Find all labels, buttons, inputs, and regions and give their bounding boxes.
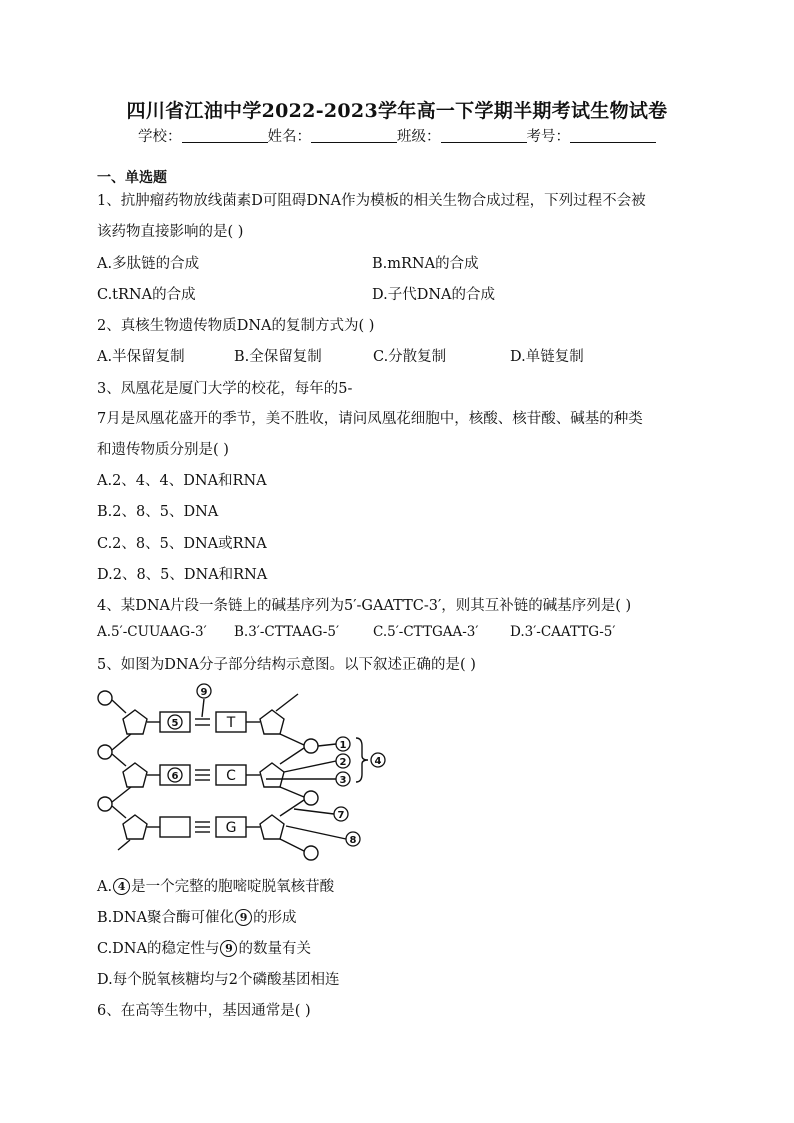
left-phosphate-1 xyxy=(98,691,112,705)
marker-7: 7 xyxy=(337,810,345,821)
q3-stem-line2: 7月是凤凰花盛开的季节，美不胜收，请问凤凰花细胞中，核酸、核苷酸、碱基的种类 xyxy=(97,411,643,427)
left-deoxyribose-2 xyxy=(123,763,147,787)
right-deoxyribose-3 xyxy=(260,815,284,839)
id-blank[interactable] xyxy=(570,127,656,143)
left-phosphate-3 xyxy=(98,797,112,811)
left-deoxyribose-1 xyxy=(123,710,147,734)
q2-stem-line1: 2、真核生物遗传物质DNA的复制方式为( ) xyxy=(97,318,375,334)
q3-option-c[interactable]: C.2、8、5、DNA或RNA xyxy=(97,536,267,552)
q5-option-b[interactable] xyxy=(97,906,297,927)
q5-stem-line1: 5、如图为DNA分子部分结构示意图。以下叙述正确的是( ) xyxy=(97,657,476,673)
q3-option-b[interactable]: B.2、8、5、DNA xyxy=(97,504,219,520)
q3-option-d[interactable]: D.2、8、5、DNA和RNA xyxy=(97,567,268,583)
q6-stem-line1: 6、在高等生物中，基因通常是( ) xyxy=(97,1003,311,1019)
q5-option-d[interactable]: D.每个脱氧核糖均与2个磷酸基团相连 xyxy=(97,972,340,988)
q2-option-c[interactable]: C.分散复制 xyxy=(373,349,447,365)
base-c-label: C xyxy=(226,768,236,784)
q4-option-b[interactable]: B.3′-CTTAAG-5′ xyxy=(234,624,340,640)
q3-stem-line3: 和遗传物质分别是( ) xyxy=(97,442,229,458)
q5-option-b-prefix: B.DNA聚合酶可催化 xyxy=(97,910,235,926)
id-label: 考号： xyxy=(526,129,570,145)
q5-option-b-marker: 9 xyxy=(235,909,252,926)
q2-option-a[interactable]: A.半保留复制 xyxy=(97,349,185,365)
q5-option-a-marker: 4 xyxy=(113,878,130,895)
q1-option-b[interactable]: B.mRNA的合成 xyxy=(372,256,479,272)
class-label: 班级： xyxy=(397,129,441,145)
class-blank[interactable] xyxy=(441,127,527,143)
q5-option-a-prefix: A. xyxy=(97,879,113,895)
exam-title: 四川省江油中学2022-2023学年高一下学期半期考试生物试卷 xyxy=(126,100,668,122)
q5-option-c-marker: 9 xyxy=(220,940,237,957)
q5-option-c[interactable] xyxy=(97,937,311,958)
base-t-label: T xyxy=(226,715,236,731)
name-label: 姓名： xyxy=(267,129,311,145)
marker-5: 5 xyxy=(171,718,179,729)
right-phosphate-1 xyxy=(304,739,318,753)
marker-8: 8 xyxy=(349,835,357,846)
school-label: 学校： xyxy=(138,129,182,145)
base-g-label: G xyxy=(225,820,237,836)
brace-4 xyxy=(356,738,368,782)
q1-option-a[interactable]: A.多肽链的合成 xyxy=(97,256,200,272)
right-deoxyribose-1 xyxy=(260,710,284,734)
q2-option-d[interactable]: D.单链复制 xyxy=(510,349,584,365)
marker-6: 6 xyxy=(171,771,179,782)
q5-option-c-text: 的数量有关 xyxy=(238,941,311,957)
q4-option-c[interactable]: C.5′-CTTGAA-3′ xyxy=(373,624,479,640)
q4-option-d[interactable]: D.3′-CAATTG-5′ xyxy=(510,624,616,640)
q5-option-c-prefix: C.DNA的稳定性与 xyxy=(97,941,220,957)
section-title: 一、单选题 xyxy=(97,170,167,186)
q3-option-a[interactable]: A.2、4、4、DNA和RNA xyxy=(97,473,267,489)
marker-4: 4 xyxy=(374,756,382,767)
base-box-unlabeled xyxy=(160,817,190,837)
right-deoxyribose-2 xyxy=(260,763,284,787)
q5-option-b-text: 的形成 xyxy=(253,910,297,926)
q1-stem-line2: 该药物直接影响的是( ) xyxy=(97,224,244,240)
left-deoxyribose-3 xyxy=(123,815,147,839)
q5-option-a[interactable] xyxy=(97,875,334,896)
q4-option-a[interactable]: A.5′-CUUAAG-3′ xyxy=(97,624,207,640)
marker-2: 2 xyxy=(339,757,347,768)
school-blank[interactable] xyxy=(182,127,268,143)
marker-9: 9 xyxy=(200,687,208,698)
name-blank[interactable] xyxy=(311,127,397,143)
q2-option-b[interactable]: B.全保留复制 xyxy=(234,349,322,365)
q5-option-a-text: 是一个完整的胞嘧啶脱氧核苷酸 xyxy=(131,879,335,895)
q1-stem-line1: 1、抗肿瘤药物放线菌素D可阻碍DNA作为模板的相关生物合成过程，下列过程不会被 xyxy=(97,193,646,209)
q3-stem-line1: 3、凤凰花是厦门大学的校花，每年的5- xyxy=(97,381,353,397)
right-phosphate-3 xyxy=(304,846,318,860)
student-info-row xyxy=(0,125,794,146)
marker-1: 1 xyxy=(339,740,347,751)
q1-option-d[interactable]: D.子代DNA的合成 xyxy=(372,287,496,303)
q4-stem-line1: 4、某DNA片段一条链上的碱基序列为5′-GAATTC-3′，则其互补链的碱基序列是( ) xyxy=(97,598,632,614)
right-phosphate-2 xyxy=(304,791,318,805)
left-phosphate-2 xyxy=(98,745,112,759)
q1-option-c[interactable]: C.tRNA的合成 xyxy=(97,287,196,303)
dna-structure-diagram xyxy=(90,680,390,866)
marker-3: 3 xyxy=(339,775,347,786)
